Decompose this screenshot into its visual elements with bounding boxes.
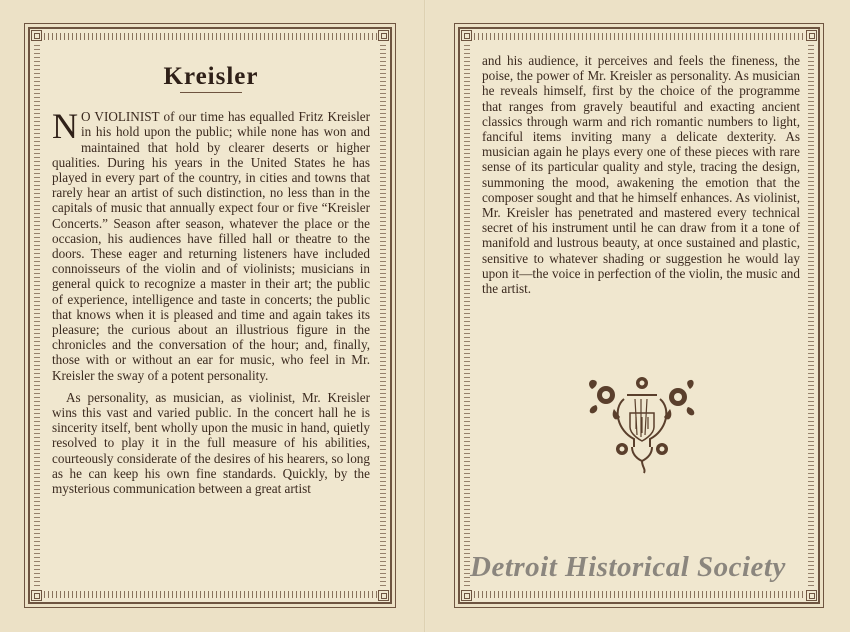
border-band-bottom — [466, 591, 812, 598]
title-rule — [180, 92, 242, 93]
border-band-top — [466, 33, 812, 40]
corner-ornament-icon — [806, 590, 817, 601]
paragraph-text: O VIOLINIST of our time has equalled Fritz Kreisler in his hold upon the public; while none has won and maintained that hold by clearer deserts or higher qualities. During his years in the United States he has played in every part of the country, in cities and towns that rarely hear an artist of such distinction, no less than in the capitals of music that annually expect four or five “Kreisler Concerts.” Season after season, whatever the place or the occasion, his audiences have filled hall or theatre to the doors. These eager and returning listeners have included connoisseurs of the violin and of violinists; musicians in general quick to recognize a master in their art; the public of experience, intelligence and taste in concerts; the public that knows when it is pleased and time and again takes its pleasure; the curious about an illustrious figure in the chronicles and the conversation of the hour; and, finally, those with or without an ear for music, who feel in Mr. Kreisler the sway of a potent personality. — [52, 109, 370, 383]
corner-ornament-icon — [806, 30, 817, 41]
border-band-right — [808, 45, 814, 586]
corner-ornament-icon — [31, 590, 42, 601]
page-title: Kreisler — [163, 63, 259, 90]
border-band-left — [34, 45, 40, 586]
border-band-left — [464, 45, 470, 586]
border-band-right — [380, 45, 386, 586]
right-page-content — [482, 53, 800, 296]
corner-ornament-icon — [31, 30, 42, 41]
corner-ornament-icon — [378, 590, 389, 601]
left-page-content — [52, 49, 370, 496]
page-fold — [424, 0, 426, 632]
watermark: Detroit Historical Society — [470, 551, 786, 583]
border-band-top — [36, 33, 384, 40]
drop-cap: N — [52, 106, 78, 147]
border-band-bottom — [36, 591, 384, 598]
corner-ornament-icon — [461, 590, 472, 601]
corner-ornament-icon — [378, 30, 389, 41]
right-page — [458, 27, 820, 604]
paragraph: As personality, as musician, as violinist, Mr. Kreisler wins this vast and varied public. In the concert hall he is sincerity itself, bent wholly upon the music in hand, quietly resolved to play it in the full measure of his abilities, courteously considerate of the desires of his hearers, so long as he can keep his own fine standards. Quickly, by the mysterious communication between a great artist — [52, 389, 370, 497]
paragraph: and his audience, it perceives and feels the fineness, the poise, the power of Mr. Kreisler as personality. As musician he reveals himself, first by the choice of the programme that ranges from gravely beautiful and exacting ancient classics through warm and rich romantic numbers to light, fanciful items inviting many a delicate dexterity. As musician again he plays every one of these pieces with rare sense of its particular quality and style, tracing the design, summoning the mood, awakening the emotion that the composer sought and that he himself enhances. As violinist, Mr. Kreisler has penetrated and mastered every technical secret of his instrument until he can draw from it a tone of manifold and lustrous beauty, at once sustained and plastic, sensitive to whatever shading or suggestion he would lay upon it—the voice in perfection of the violin, the music and the artist. — [482, 53, 800, 297]
left-page — [28, 27, 392, 604]
corner-ornament-icon — [461, 30, 472, 41]
paragraph — [52, 106, 370, 383]
lyre-floral-ornament-icon — [582, 369, 702, 479]
